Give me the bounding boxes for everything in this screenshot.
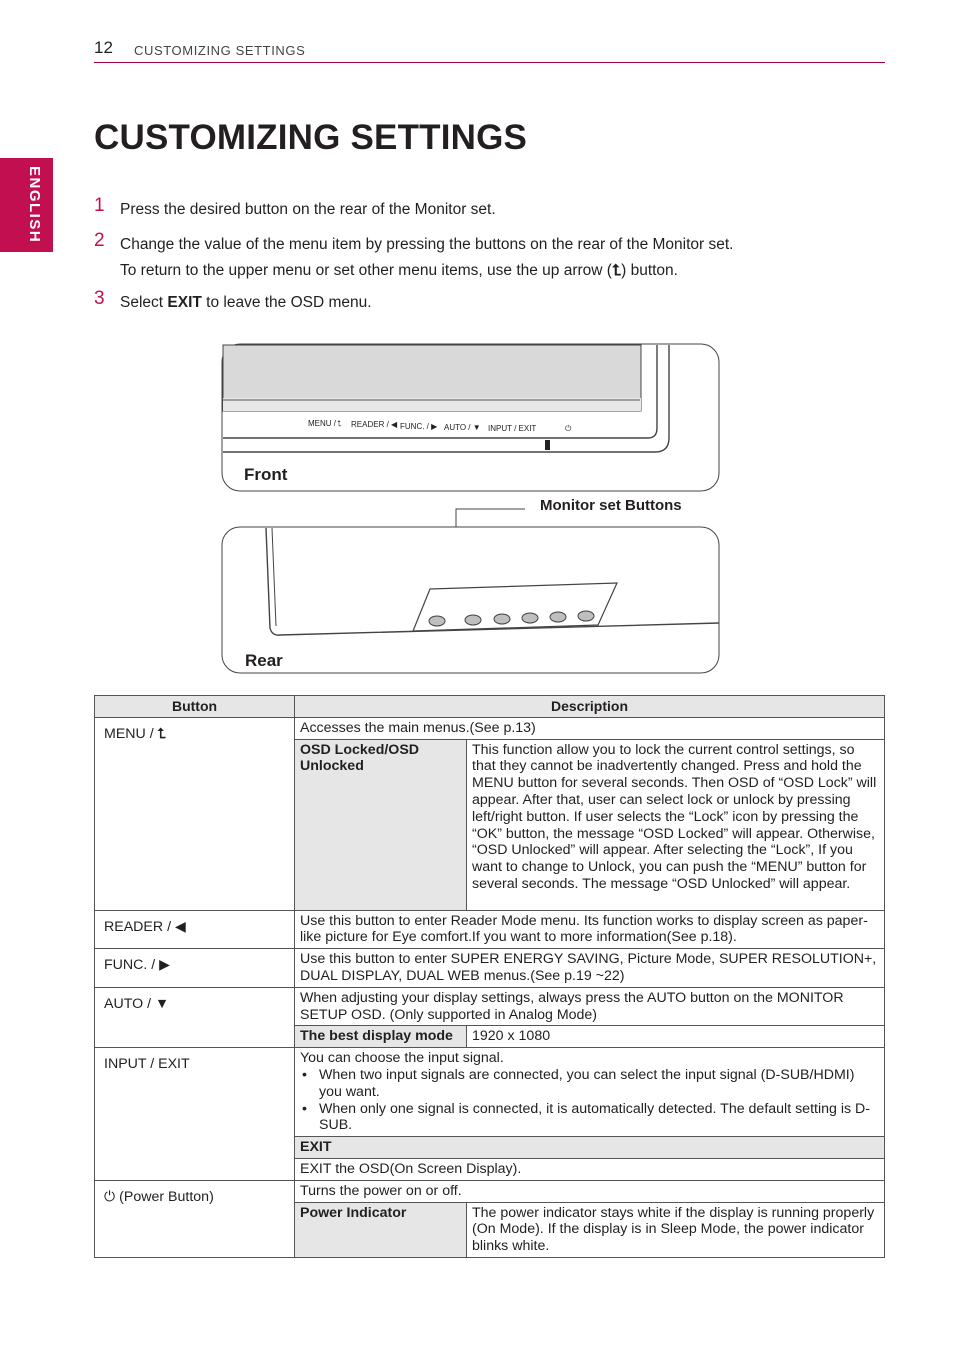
step-text-line2: To return to the upper menu or set other menu items, use the up arrow ( xyxy=(120,262,612,279)
front-button-menu-icon: ⮤ xyxy=(337,419,342,428)
sub-value-cell: 1920 x 1080 xyxy=(467,1026,885,1048)
step-number: 3 xyxy=(94,288,105,309)
return-icon: ⮤ xyxy=(157,725,166,742)
sub-description-cell: The power indicator stays white if the display is running properly (On Mode). If the display is in Sleep Mode, the power indicator blinks white. xyxy=(467,1202,885,1257)
table-row xyxy=(95,717,885,739)
front-button-func: FUNC. / ▶ xyxy=(400,422,438,431)
table-row xyxy=(95,987,885,1026)
step-number: 1 xyxy=(94,195,105,216)
sub-label-cell: The best display mode xyxy=(295,1026,467,1048)
page-number: 12 xyxy=(94,38,113,57)
button-name-text: (Power Button) xyxy=(115,1188,214,1205)
description-cell: Turns the power on or off. xyxy=(295,1180,885,1202)
sub-description-cell: This function allow you to lock the current control settings, so that they cannot be inadvertently changed. Press and hold the MENU button for several seconds. Then OSD of “OSD Lock” will appear. After that, user can select lock or unlock by pressing left/right button. If user selects the “Lock” icon by pressing the “OK” button, the message “OSD Locked” will appear. Otherwise, “OSD Unlocked” will appear. After selecting the “Lock”, If you want to change to Unlock, you can push the “MENU” button for several seconds. The message “OSD Unlocked” will appear. xyxy=(467,739,885,910)
button-cell xyxy=(95,717,295,910)
step-text-bold: EXIT xyxy=(167,294,202,311)
button-name-reader: READER / ◀ xyxy=(104,918,186,935)
front-label: Front xyxy=(244,465,288,484)
sub-label-cell: Power Indicator xyxy=(295,1202,467,1257)
front-button-auto: AUTO / ▼ xyxy=(444,423,481,432)
step-text-line2-end: ) button. xyxy=(621,262,678,279)
step-text xyxy=(120,232,880,284)
step-text-pre: Select xyxy=(120,294,168,311)
description-bullets xyxy=(300,1067,879,1134)
front-power-icon: ⏻ xyxy=(565,424,572,433)
description-cell: Use this button to enter SUPER ENERGY SAVING, Picture Mode, SUPER RESOLUTION+, DUAL DISPLAY, DUAL WEB menus.(See p.19 ~22) xyxy=(295,949,885,988)
front-button-input: INPUT / EXIT xyxy=(488,424,537,433)
sub-description-cell: EXIT the OSD(On Screen Display). xyxy=(295,1158,885,1180)
header-description: Description xyxy=(295,696,885,718)
header-button: Button xyxy=(95,696,295,718)
button-cell xyxy=(95,987,295,1047)
button-cell xyxy=(95,1180,295,1257)
button-name-menu xyxy=(100,720,166,743)
description-text: You can choose the input signal. xyxy=(300,1050,504,1067)
running-header: CUSTOMIZING SETTINGS xyxy=(134,43,306,58)
list-item: • When only one signal is connected, it is automatically detected. The default setting is D-SUB. xyxy=(300,1101,879,1135)
front-button-reader: READER / ◀ xyxy=(351,420,398,429)
step-text-post: to leave the OSD menu. xyxy=(201,294,372,311)
front-button-menu: MENU / xyxy=(308,419,336,428)
button-name-text: MENU / xyxy=(104,725,158,742)
callout-label: Monitor set Buttons xyxy=(540,497,682,514)
button-name-func: FUNC. / ▶ xyxy=(104,957,171,974)
button-cell xyxy=(95,1048,295,1181)
table-header-row xyxy=(95,696,885,718)
language-tab-label: ENGLISH xyxy=(26,166,43,244)
button-cell xyxy=(95,910,295,949)
description-cell: Accesses the main menus.(See p.13) xyxy=(295,717,885,739)
description-cell xyxy=(295,1048,885,1137)
button-name-input: INPUT / EXIT xyxy=(104,1056,190,1073)
sub-label-cell: OSD Locked/OSD Unlocked xyxy=(295,739,467,910)
monitor-diagram xyxy=(220,342,725,678)
power-icon: ⏻ xyxy=(104,1188,116,1205)
button-name-power xyxy=(100,1183,214,1206)
description-cell: Use this button to enter Reader Mode menu. Its function works to display screen as paper-like picture for Eye comfort.If you want to more information(See p.18). xyxy=(295,910,885,949)
sub-label-cell: EXIT xyxy=(295,1137,885,1159)
table-row xyxy=(95,1048,885,1137)
page-title: CUSTOMIZING SETTINGS xyxy=(94,118,528,157)
table-row xyxy=(95,1180,885,1202)
button-description-table xyxy=(94,695,885,1258)
step-text xyxy=(120,290,880,316)
list-item: • When two input signals are connected, you can select the input signal (D-SUB/HDMI) you want. xyxy=(300,1067,879,1101)
table-row xyxy=(95,949,885,988)
header-rule xyxy=(94,62,885,63)
step-text: Press the desired button on the rear of the Monitor set. xyxy=(120,201,496,218)
description-cell: When adjusting your display settings, always press the AUTO button on the MONITOR SETUP OSD. (Only supported in Analog Mode) xyxy=(295,987,885,1026)
rear-label: Rear xyxy=(245,651,283,670)
step-number: 2 xyxy=(94,230,105,251)
button-cell xyxy=(95,949,295,988)
table-row xyxy=(95,910,885,949)
button-name-auto: AUTO / ▼ xyxy=(104,995,170,1012)
return-icon: ⮤ xyxy=(611,262,622,279)
step-text-line1: Change the value of the menu item by pressing the buttons on the rear of the Monitor set. xyxy=(120,236,734,253)
